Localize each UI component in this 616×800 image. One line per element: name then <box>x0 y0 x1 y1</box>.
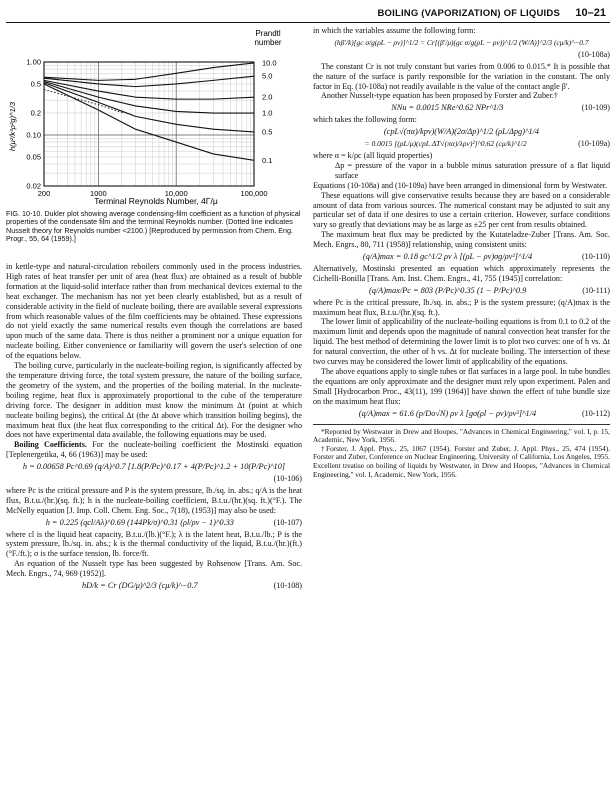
prandtl-title-1: Prandtl <box>255 29 281 38</box>
equation-10-107 <box>6 518 302 528</box>
equation-number: (10-112) <box>581 408 610 418</box>
running-header <box>0 6 616 22</box>
paragraph: in kettle-type and natural-circulation reboilers commonly used in the process industries. High rates of heat transfer per unit of area (heat flux) are obtained as a result of bubble formation at the liquid-solid interface rather than from mechanical devices external to the heat exchanger. The mechanism has not yet been clearly established, but as a result of considerable activity in the field of nucleate boiling, there are available several expressions from which reasonable values of the film coefficients may be obtained. These expressions do not yield exactly the same numerical results even though the correlations are based upon much of the same data. There is thus neither a prominent nor a unique equation for nucleate boiling. Either convenience or familiarity will govern the user's selection of one of the equations below. <box>6 262 302 361</box>
page-number: 10–21 <box>575 7 606 19</box>
paragraph: An equation of the Nusselt type has been suggested by Rohsenow [Trans. Am. Soc. Mech. Engrs., 74, 969 (1952)]. <box>6 559 302 579</box>
series-line <box>44 80 254 99</box>
equation-expression: (hβ′/k)[gc σ/g(ρL − ρv)]^1/2 = Cr[(β′/μ)(gc σ/g(ρL − ρv))^1/2 (W/A)]^2/3 (cμ/k)^−0.7 <box>334 37 589 47</box>
y-tick-label: 1.00 <box>26 57 41 67</box>
where-line: Δp = pressure of the vapor in a bubble minus saturation pressure of a flat liquid surface <box>335 160 610 180</box>
y-tick-label: 0.02 <box>26 181 41 191</box>
prandtl-title-2: number <box>254 38 282 47</box>
equation-expression: hD/k = Cr (DG/μ)^2/3 (cμ/k)^−0.7 <box>81 581 198 591</box>
paragraph: where Pc is the critical pressure and P is the system pressure, lb./sq. in. abs.; q/A is the heat flux, B.t.u./(hr.)(sq. ft.); h is the nucleate-boiling coefficient, B.t.u./(hr.)(sq. ft.)(°F.). The McNelly equation [J. Imp. Coll. Chem. Eng. Soc., 7(18), (1953)] may also be used: <box>6 485 302 515</box>
equation-10-109a-line2 <box>313 139 610 149</box>
footnote: *Reported by Westwater in Drew and Hoopes, "Advances in Chemical Engineering," vol. I, p. 15, Academic, New York, 1956. <box>313 426 610 445</box>
paragraph: These equations will give conservative results because they are based on a considerable amount of data from various sources. The numerical constant may be adjusted to suit any particular set of data if one desires to use a certain criterion. However, surface conditions vary so greatly that deviations may be as large as ±25 per cent from results obtained. <box>313 190 610 230</box>
paragraph: The constant Cr is not truly constant but varies from 0.006 to 0.015.* It is possible that the nature of the surface is partly responsible for the variation in the constant. The only factor in Eq. (10-108a) not readily available is the value of the contact angle β′. <box>313 61 610 91</box>
paragraph <box>6 440 302 460</box>
prandtl-label: 0.5 <box>262 127 273 137</box>
prandtl-label: 5.0 <box>262 71 273 81</box>
equation-expression: NNu = 0.0015 NRe^0.62 NPr^1/3 <box>391 103 504 113</box>
paragraph: where Pc is the critical pressure, lb./sq. in. abs.; P is the system pressure; (q/A)max is the maximum heat flux, B.t.u./(hr.)(sq. ft.). <box>313 297 610 317</box>
paragraph-text: For the nucleate-boiling coefficient the Mostinski equation [Teplenergetika, 4, 66 (1963)] may be used: <box>6 440 302 460</box>
paragraph: The lower limit of applicability of the nucleate-boiling equations is from 0.1 to 0.2 of the maximum limit and depends upon the magnitude of natural convection heat transfer for the liquid. The best method of determining the lower limit is to plot two curves: one of h vs. Δt for natural convection, the other of h vs. Δt for nucleate boiling. The intersection of these two curves may be considered the lower limit of applicability of the equations. <box>313 317 610 367</box>
dukler-chart <box>6 26 306 208</box>
equation-10-109a-line1 <box>313 127 610 137</box>
prandtl-label: 2.0 <box>262 92 273 102</box>
equation-expression: h = 0.00658 Pc^0.69 (q/A)^0.7 [1.8(P/Pc)^0.17 + 4(P/Pc)^1.2 + 10(P/Pc)^10] <box>22 462 286 472</box>
equation-10-106 <box>6 462 302 472</box>
x-axis-label: Terminal Reynolds Number, 4Γ/μ <box>94 196 218 206</box>
x-tick-label: 1000 <box>90 189 107 198</box>
y-tick-label: 0.2 <box>30 108 41 118</box>
prandtl-label: 1.0 <box>262 108 273 118</box>
series-line <box>44 84 254 160</box>
left-column <box>6 262 302 593</box>
equation-expression: (q/A)max = 0.18 gc^1/2 ρv λ [(ρL − ρv)σg/ρv²]^1/4 <box>362 252 533 262</box>
x-tick-label: 100,000 <box>240 189 268 198</box>
equation-10-112 <box>313 409 610 419</box>
paragraph: The boiling curve, particularly in the nucleate-boiling region, is significantly affected by the temperature driving force, the total system pressure, the nature of the boiling surface, the geometry of the system, and the properties of the boiling material. In the nucleate-boiling regime, heat flux is approximately proportional to the cube of the temperature driving force. The designer in addition must know the minimum Δt (point at which nucleate boiling begins), the critical Δt (the Δt above which transition boiling begins), the maximum heat flux (the heat flux corresponding to the critical Δt). For the designer who does not have experimental data available, the following equations may be used. <box>6 361 302 440</box>
footnote: †Forster, J. Appl. Phys., 25, 1067 (1954). Forster and Zuber, J. Appl. Phys., 25, 474 (1954). Forster and Zuber, Conference on Nuclear Engineering, University of California, Los Angeles, 1955. Excellent treatise on boiling of liquids by Westwater, in Drew and Hoopes, "Advances in Chemical Engineering," vol. I, Academic, New York, 1956. <box>313 443 610 479</box>
y-tick-label: 0.5 <box>30 79 41 89</box>
paragraph: Alternatively, Mostinski presented an equation which approximately represents the Cichelli-Bonilla [Trans. Am. Inst. Chem. Engrs., 41, 755 (1945)] correlation: <box>313 263 610 283</box>
equation-number: (10-111) <box>582 285 610 295</box>
y-axis-title <box>8 101 17 151</box>
figure-caption: FIG. 10-10. Dukler plot showing average condensing-film coefficient as a function of physical properties of the condensate film and the terminal Reynolds number. (Dotted line indicates Nusselt theory for Reynolds number <2100.) [Reproduced by permission from Chem. Eng. Progr., 55, 64 (1959).] <box>6 209 301 244</box>
paragraph: Another Nusselt-type equation has been proposed by Forster and Zuber.† <box>321 91 558 101</box>
plot-frame <box>44 62 254 186</box>
equation-expression: (q/A)max/Pc = 803 (P/Pc)^0.35 (1 − P/Pc)^0.9 <box>368 285 527 295</box>
series-line <box>44 63 254 80</box>
heading-boiling-coefficients: Boiling Coefficients. <box>14 440 87 450</box>
equation-10-110 <box>313 252 610 262</box>
equation-number: (10-106) <box>273 474 302 484</box>
equation-number: (10-108) <box>273 581 302 591</box>
where-line: where α = k/ρc (all liquid properties) <box>313 150 433 160</box>
header-rule <box>6 22 610 23</box>
equation-expression: h = 0.225 (qcl/Aλ)^0.69 (144Pk/σ)^0.31 (ρl/ρv − 1)^0.33 <box>45 517 234 527</box>
equation-expression: = 0.0015 [(ρL/μ)(cpL ΔT√(πα)/λρv)²]^0.62 (cμ/k)^1/2 <box>364 139 527 149</box>
x-tick-label: 200 <box>37 189 51 198</box>
equation-10-109 <box>313 103 610 113</box>
y-tick-label: 0.10 <box>26 130 41 140</box>
right-column <box>313 26 610 479</box>
paragraph: The maximum heat flux may be predicted by the Kutateladze-Zuber [Trans. Am. Soc. Mech. Engrs., 80, 711 (1958)] relationship, using consistent units: <box>313 230 610 250</box>
prandtl-label: 0.1 <box>262 155 273 165</box>
equation-10-111 <box>313 286 610 296</box>
equation-10-108a <box>313 38 610 48</box>
running-title: BOILING (VAPORIZATION) OF LIQUIDS <box>377 8 560 19</box>
footnotes <box>313 424 610 480</box>
equation-number: (10-109a) <box>578 139 610 149</box>
equation-number: (10-109) <box>581 103 610 113</box>
equation-10-108 <box>6 581 302 591</box>
y-axis-label: h(μ²/k³ρ²g)^1/3 <box>8 101 17 151</box>
x-tick-label: 10,000 <box>164 189 188 198</box>
equation-expression: (q/A)max = 61.6 (p/Do√N) ρv λ [gσ(ρl − ρv)/ρv²]^1/4 <box>358 408 537 418</box>
paragraph: Equations (10-108a) and (10-109a) have been arranged in dimensional form by Westwater. <box>313 180 608 190</box>
equation-number: (10-110) <box>581 252 610 262</box>
paragraph: The above equations apply to single tubes or flat surfaces in a large pool. In tube bundles the equations are only approximate and the designer must rely upon experiment. Palen and Small [Hydrocarbon Proc., 43(11), 199 (1964)] have shown the effect of tube bundle size on the maximum heat flux: <box>313 367 610 406</box>
paragraph: which takes the following form: <box>313 115 417 125</box>
paragraph: in which the variables assume the following form: <box>313 26 476 35</box>
equation-number: (10-108a) <box>578 49 610 59</box>
y-tick-label: 0.05 <box>26 152 41 162</box>
paragraph: where cl is the liquid heat capacity, B.t.u./(lb.)(°F.); λ is the latent heat, B.t.u./lb.; P is the system pressure, lb./sq. in. abs.; k is the thermal conductivity of the liquid, B.t.u./(hr.)(ft.)(°F./ft.); σ is the surface tension, lb. force/ft. <box>6 529 302 559</box>
prandtl-label: 10.0 <box>262 58 277 68</box>
equation-number: (10-107) <box>273 517 302 527</box>
equation-expression: (cpL√(πα)/kpv)(W/A)(2σ/Δp)^1/2 (ρL/Δpg)^1/4 <box>383 127 540 137</box>
